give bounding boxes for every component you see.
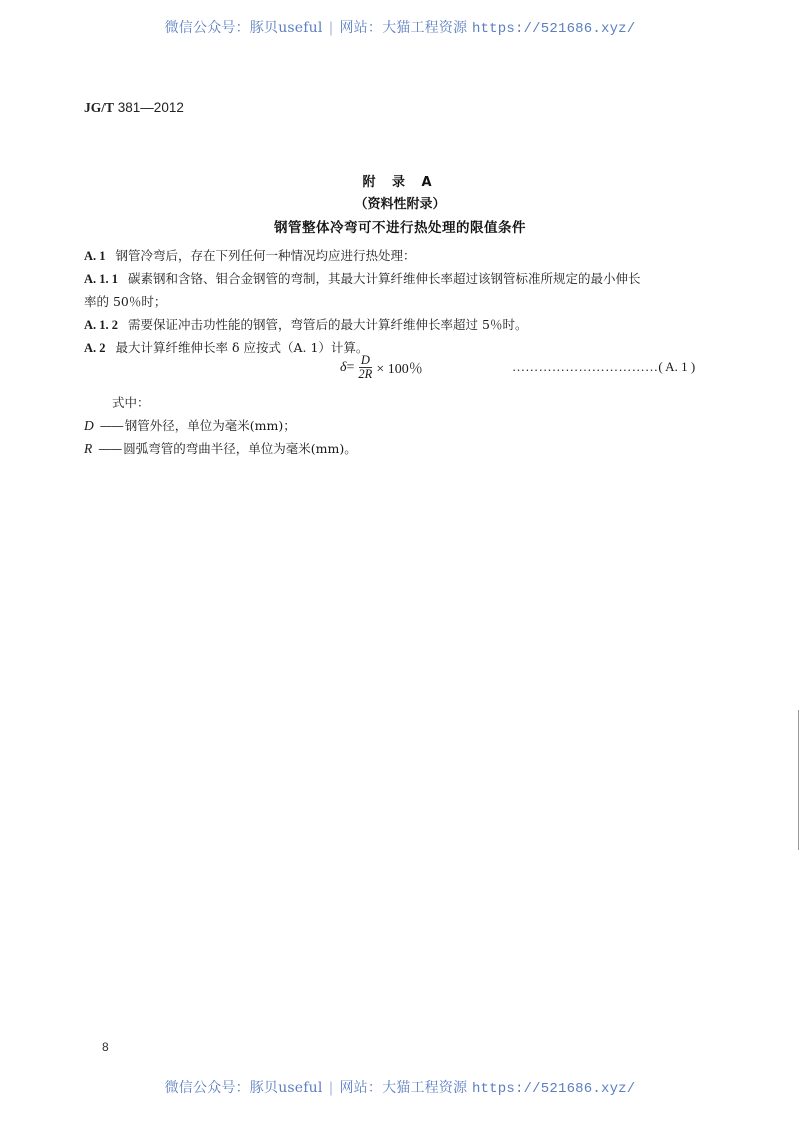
clause-a1-2 <box>84 313 724 336</box>
watermark-bottom <box>0 1077 800 1097</box>
where-desc: 圆弧弯管的弯曲半径，单位为毫米(mm)。 <box>123 441 357 456</box>
scan-edge-line <box>798 710 799 850</box>
clause-text: 最大计算纤维伸长率 δ 应按式（A. 1）计算。 <box>115 340 369 355</box>
standard-code <box>84 100 184 116</box>
where-dash: —— <box>98 441 122 456</box>
watermark-url: https://521686.xyz/ <box>471 1081 636 1097</box>
formula-lhs: δ <box>340 359 347 375</box>
clause-text: 碳素钢和含铬、钼合金钢管的弯制，其最大计算纤维伸长率超过该钢管标准所规定的最小伸长 <box>128 271 641 286</box>
watermark-wechat: 微信公众号：豚贝useful <box>164 1080 323 1096</box>
watermark-separator: | <box>328 1080 334 1096</box>
where-dash: —— <box>99 418 123 433</box>
formula-a1 <box>340 354 423 381</box>
formula-leader-dots: …………………………… <box>512 359 659 374</box>
formula-numerator: D <box>360 353 370 367</box>
annex-type: （资料性附录） <box>354 197 446 212</box>
clause-number: A. 1. 2 <box>84 318 119 332</box>
formula-reference <box>512 359 695 375</box>
clause-text: 钢管冷弯后，存在下列任何一种情况均应进行热处理： <box>115 248 416 263</box>
clause-text: 需要保证冲击功性能的钢管，弯管后的最大计算纤维伸长率超过 5％时。 <box>128 317 528 332</box>
where-label: 式中： <box>112 395 150 410</box>
standard-prefix: JG/T <box>84 100 115 115</box>
watermark-url: https://521686.xyz/ <box>471 21 636 37</box>
clause-number: A. 1. 1 <box>84 272 119 286</box>
annex-title: 附 录 A <box>362 175 438 190</box>
where-symbol: R <box>84 441 93 456</box>
formula-equals: = <box>346 359 355 375</box>
clause-a1 <box>84 244 724 267</box>
watermark-separator: | <box>328 20 334 36</box>
clause-list <box>84 244 724 359</box>
clause-a1-1 <box>84 267 724 290</box>
annex-name: 钢管整体冷弯可不进行热处理的限值条件 <box>274 220 526 236</box>
formula-fraction <box>356 354 374 381</box>
clause-text: 率的 50％时； <box>84 294 167 309</box>
watermark-site: 网站：大猫工程资源 <box>339 20 468 36</box>
watermark-site: 网站：大猫工程资源 <box>339 1080 468 1096</box>
where-symbol: D <box>84 418 94 433</box>
clause-number: A. 2 <box>84 341 106 355</box>
formula-denominator: 2R <box>358 367 373 381</box>
formula-ref-label: ( A. 1 ) <box>658 359 696 374</box>
where-item-r <box>84 437 357 460</box>
watermark-wechat: 微信公众号：豚贝useful <box>164 20 323 36</box>
page-number: 8 <box>102 1040 109 1054</box>
formula-rhs: × 100％ <box>376 361 423 377</box>
clause-a1-1-continued <box>84 290 724 313</box>
clause-number: A. 1 <box>84 249 106 263</box>
where-block <box>84 391 357 460</box>
where-desc: 钢管外径，单位为毫米(mm)； <box>124 418 296 433</box>
standard-number: 381—2012 <box>117 100 184 115</box>
watermark-top <box>0 17 800 37</box>
where-item-d <box>84 414 357 437</box>
